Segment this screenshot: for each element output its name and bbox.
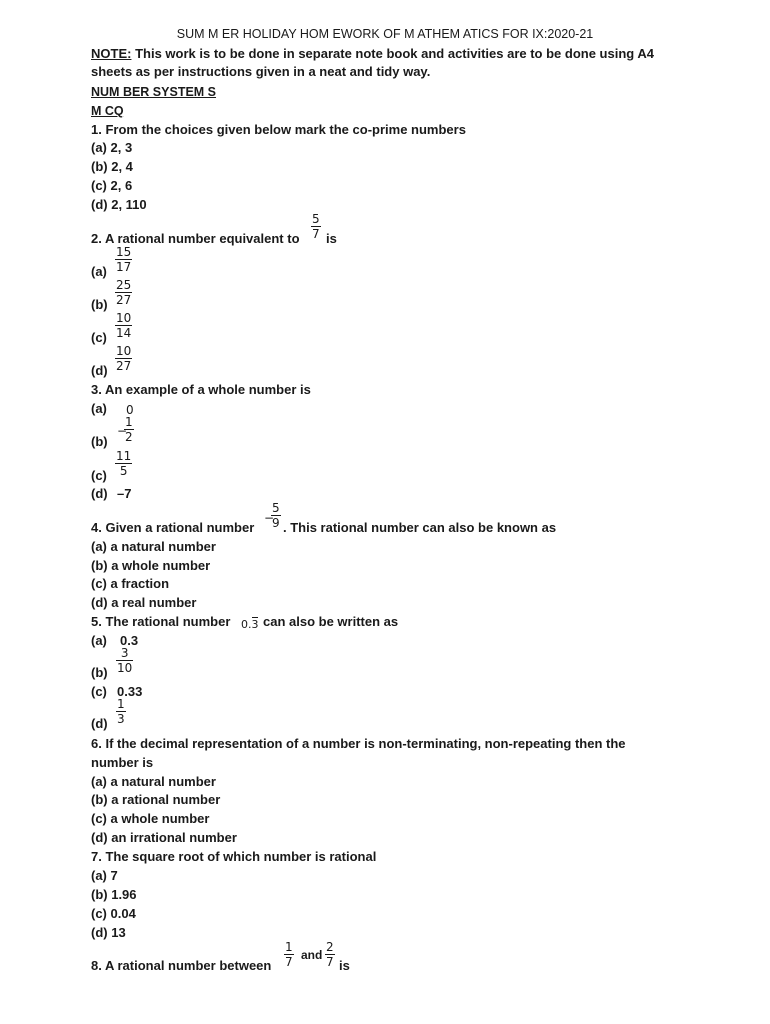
q4-frac-num: 5: [272, 501, 280, 515]
q5-option-a-value: 0.3: [120, 633, 139, 648]
q7-option-b: (b) 1.96: [91, 887, 137, 902]
q6-option-a: (a) a natural number: [91, 774, 216, 789]
q5-option-b-label: (b): [91, 665, 108, 680]
q5-option-d-label: (d): [91, 716, 108, 731]
q5-b-num: 3: [116, 646, 133, 661]
q2-frac-den: 7: [312, 227, 320, 241]
q4-option-c: (c) a fraction: [91, 576, 170, 591]
q2-option-c-fraction: [115, 311, 132, 340]
q5-d-den: 3: [117, 712, 125, 726]
q6-option-d: (d) an irrational number: [91, 830, 237, 845]
q3-option-b-label: (b): [91, 434, 108, 449]
q2-frac-num: 5: [312, 212, 320, 226]
q5-option-b-fraction: [116, 646, 133, 675]
q2-option-b-label: (b): [91, 297, 108, 312]
q2-b-num: 25: [116, 278, 132, 292]
q5-d-num: 1: [117, 697, 125, 711]
q3-c-den: 5: [119, 464, 128, 478]
q2-a-num: 15: [116, 245, 132, 259]
q2-option-b-fraction: [115, 278, 132, 307]
q2-c-num: 10: [116, 311, 132, 325]
q8-fraction-2: [325, 940, 335, 969]
q8-f1-den: 7: [285, 955, 293, 969]
q6-option-b: (b) a rational number: [91, 792, 221, 807]
q2-option-d-fraction: [115, 344, 132, 373]
question-7: 7. The square root of which number is rational: [91, 849, 377, 864]
question-6-line-2: number is: [91, 755, 154, 770]
q1-option-b: (b) 2, 4: [91, 159, 133, 174]
question-1: 1. From the choices given below mark the co-prime numbers: [91, 122, 466, 137]
q3-option-d-label: (d): [91, 486, 108, 501]
q4-neg: −: [264, 511, 275, 525]
subsection-heading: M CQ: [91, 104, 124, 118]
section-heading: NUM BER SYSTEM S: [91, 85, 217, 99]
q1-option-c: (c) 2, 6: [91, 178, 133, 193]
q2-option-a-fraction: [115, 245, 132, 274]
question-4: 4. Given a rational number: [91, 520, 255, 535]
page-title: SUM M ER HOLIDAY HOM EWORK OF M ATHEM ATICS FOR IX:2020-21: [176, 27, 594, 41]
question-6-line-1: 6. If the decimal representation of a number is non-terminating, non-repeating then the: [91, 736, 626, 751]
q2-d-den: 27: [116, 359, 132, 373]
q2-option-d-label: (d): [91, 363, 108, 378]
q2-option-a-label: (a): [91, 264, 107, 279]
q5-repeating-decimal: 0.3: [241, 618, 259, 631]
q2-b-den: 27: [116, 293, 132, 307]
q7-option-d: (d) 13: [91, 925, 126, 940]
q3-b-num: 1: [125, 415, 133, 429]
q2-option-c-label: (c): [91, 330, 107, 345]
question-5: 5. The rational number: [91, 614, 231, 629]
q3-option-c-label: (c): [91, 468, 107, 483]
q4-fraction: [271, 501, 281, 530]
q2-fraction: [311, 212, 321, 241]
repeating-bar: [252, 617, 258, 618]
q1-option-a: (a) 2, 3: [91, 140, 133, 155]
q3-option-a-label: (a): [91, 401, 107, 416]
q8-f1-num: 1: [285, 940, 293, 954]
q1-option-d: (d) 2, 110: [91, 197, 147, 212]
q8-suffix: is: [339, 958, 350, 973]
question-8: 8. A rational number between: [91, 958, 272, 973]
question-5-cont: can also be written as: [263, 614, 399, 629]
q7-option-a: (a) 7: [91, 868, 118, 883]
q3-option-c-fraction: [115, 449, 132, 478]
note-line-2: sheets as per instructions given in a neat and tidy way.: [91, 64, 431, 79]
q3-option-b-fraction: [124, 415, 134, 444]
q4-option-b: (b) a whole number: [91, 558, 211, 573]
q8-f2-den: 7: [326, 955, 334, 969]
q8-fraction-1: [284, 940, 294, 969]
q3-c-num: 11: [116, 449, 132, 463]
q5-option-c-label: (c): [91, 684, 107, 699]
q5-option-c-value: 0.33: [117, 684, 143, 699]
q4-option-d: (d) a real number: [91, 595, 197, 610]
q4-option-a: (a) a natural number: [91, 539, 216, 554]
note-text-1: This work is to be done in separate note book and activities are to be done using A4: [135, 46, 654, 61]
note-line-1: [91, 46, 654, 62]
q3-b-den: 2: [125, 430, 133, 444]
q5-b-den: 10: [117, 661, 133, 675]
question-2: 2. A rational number equivalent to: [91, 231, 300, 246]
q3-option-a-value: 0: [126, 403, 134, 417]
note-label: NOTE:: [91, 46, 132, 61]
q8-f2-num: 2: [326, 940, 334, 954]
q2-suffix: is: [326, 231, 337, 246]
q5-option-a-label: (a): [91, 633, 107, 648]
q2-d-num: 10: [116, 344, 132, 358]
q3-option-d-value: –7: [117, 486, 132, 501]
question-3: 3. An example of a whole number is: [91, 382, 311, 397]
q2-c-den: 14: [116, 326, 132, 340]
q7-option-c: (c) 0.04: [91, 906, 136, 921]
q5-option-d-fraction: [116, 697, 126, 726]
q3-b-neg: −: [117, 424, 128, 438]
q2-a-den: 17: [116, 260, 132, 274]
q8-and: and: [301, 948, 323, 962]
q4-frac-den: 9: [272, 516, 280, 530]
question-4-cont: . This rational number can also be known as: [283, 520, 557, 535]
q6-option-c: (c) a whole number: [91, 811, 210, 826]
